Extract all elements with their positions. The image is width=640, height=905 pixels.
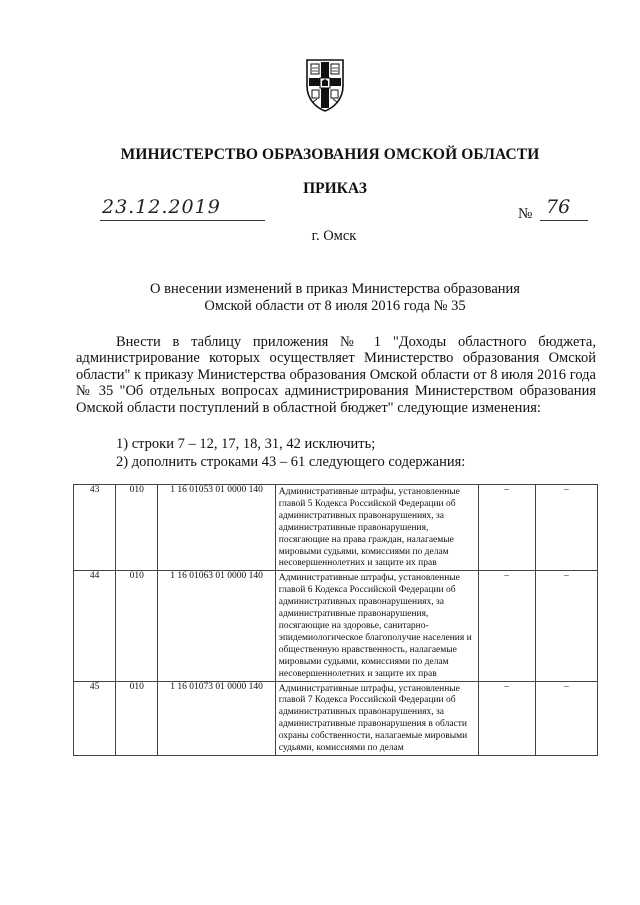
column-6-cell: – [535, 485, 597, 571]
column-5-cell: – [478, 681, 535, 755]
subject-line-1: О внесении изменений в приказ Министерства образования [150, 281, 520, 297]
description-cell: Административные штрафы, установленные главой 7 Кодекса Российской Федерации об административных правонарушениях, за административные правонарушения в области охраны собственности, налагаемые мировыми судьями, комиссиями по делам [275, 681, 478, 755]
column-5-cell: – [478, 571, 535, 681]
document-type-title: ПРИКАЗ [303, 180, 367, 197]
kbk-code-cell: 1 16 01073 01 0000 140 [158, 681, 275, 755]
order-subject [120, 281, 550, 315]
row-number-cell: 44 [74, 571, 116, 681]
row-number-cell: 45 [74, 681, 116, 755]
table-row [74, 485, 598, 571]
column-5-cell: – [478, 485, 535, 571]
city-name: г. Омск [311, 228, 357, 244]
subject-line-2: Омской области от 8 июля 2016 года № 35 [204, 298, 466, 314]
handwritten-date: 23.12.2019 [102, 196, 221, 218]
body-paragraph: Внести в таблицу приложения № 1 "Доходы областного бюджета, администрирование которых осуществляет Министерство образования Омской области" к приказу Министерства образования Омской области от 8 июля 2016 года № 35 "Об отдельных вопросах администрирования Министерством образования Омской области поступлений в областной бюджет" следующие изменения: [76, 334, 596, 416]
number-underline [540, 220, 588, 221]
admin-code-cell: 010 [116, 485, 158, 571]
handwritten-number: 76 [546, 196, 571, 218]
description-cell: Административные штрафы, установленные главой 6 Кодекса Российской Федерации об административных правонарушениях, за административные правонарушения, посягающие на здоровье, санитарно-эпидемиологическое благополучие населения и общественную нравственность, налагаемые мировыми судьями, комиссиями по делам несовершеннолетних и защите их прав [275, 571, 478, 681]
row-number-cell: 43 [74, 485, 116, 571]
table-row [74, 681, 598, 755]
revenue-table [73, 484, 598, 756]
coat-of-arms-emblem [303, 56, 347, 112]
column-6-cell: – [535, 571, 597, 681]
column-6-cell: – [535, 681, 597, 755]
description-cell: Административные штрафы, установленные главой 5 Кодекса Российской Федерации об административных правонарушениях, за административные правонарушения, посягающие на права граждан, налагаемые мировыми судьями, комиссиями по делам несовершеннолетних и защите их прав [275, 485, 478, 571]
number-label: № [518, 206, 533, 222]
list-item-2: 2) дополнить строками 43 – 61 следующего содержания: [116, 454, 466, 470]
date-underline [100, 220, 265, 221]
admin-code-cell: 010 [116, 571, 158, 681]
ministry-title: МИНИСТЕРСТВО ОБРАЗОВАНИЯ ОМСКОЙ ОБЛАСТИ [120, 146, 540, 163]
table-row [74, 571, 598, 681]
kbk-code-cell: 1 16 01053 01 0000 140 [158, 485, 275, 571]
admin-code-cell: 010 [116, 681, 158, 755]
kbk-code-cell: 1 16 01063 01 0000 140 [158, 571, 275, 681]
list-item-1: 1) строки 7 – 12, 17, 18, 31, 42 исключить; [116, 436, 376, 452]
